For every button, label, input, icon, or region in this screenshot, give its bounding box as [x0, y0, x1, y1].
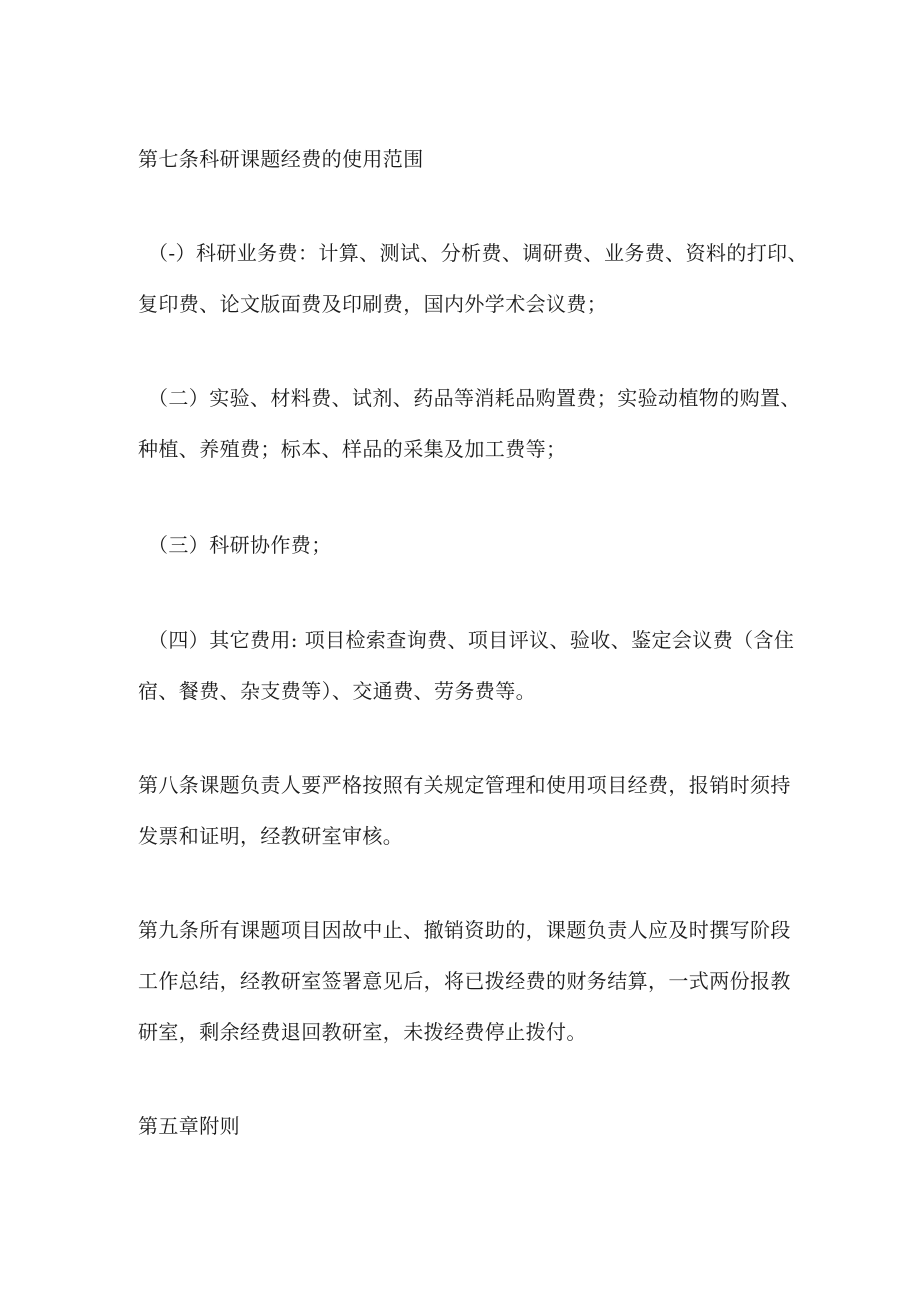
article-7-item-4-line-2: 宿、餐费、杂支费等）、交通费、劳务费等。 — [138, 679, 536, 703]
chapter-5-heading: 第五章附则 — [138, 1114, 240, 1138]
article-7-item-4-line-1: （四）其它费用: 项目检索查询费、项目评议、验收、鉴定会议费（含住 — [148, 628, 795, 652]
article-7-heading: 第七条科研课题经费的使用范围 — [138, 147, 424, 171]
article-7-item-1-line-2: 复印费、论文版面费及印刷费，国内外学术会议费； — [138, 292, 608, 316]
article-9-line-1: 第九条所有课题项目因故中止、撤销资助的，课题负责人应及时撰写阶段 — [138, 918, 791, 942]
article-7-item-3-line-1: （三）科研协作费； — [148, 533, 332, 557]
article-7-item-2-line-1: （二）实验、材料费、试剂、药品等消耗品购置费；实验动植物的购置、 — [148, 386, 801, 410]
article-7-item-2-line-2: 种植、养殖费；标本、样品的采集及加工费等； — [138, 437, 567, 461]
article-8-line-2: 发票和证明，经教研室审核。 — [138, 824, 404, 848]
article-7-item-1-line-1: （-）科研业务费：计算、测试、分析费、调研费、业务费、资料的打印、 — [148, 241, 808, 265]
article-8-line-1: 第八条课题负责人要严格按照有关规定管理和使用项目经费，报销时须持 — [138, 773, 791, 797]
article-9-line-2: 工作总结，经教研室签署意见后，将已拨经费的财务结算，一式两份报教 — [138, 969, 791, 993]
article-9-line-3: 研室，剩余经费退回教研室，未拨经费停止拨付。 — [138, 1020, 587, 1044]
